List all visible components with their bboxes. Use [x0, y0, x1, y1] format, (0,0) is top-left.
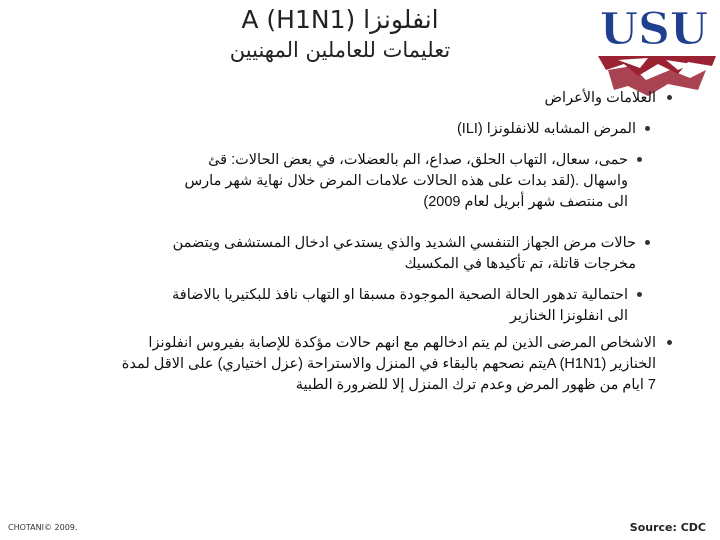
ili-line — [22, 119, 682, 140]
svg-text:USU: USU — [599, 4, 709, 55]
bullet-icon — [645, 126, 650, 131]
bullet-icon — [637, 157, 642, 162]
slide-content — [22, 88, 682, 396]
isolation-text-2: الخنازير A (H1N1)يتم نصحهم بالبقاء في المنزل والاستراحة (عزل اختياري) على الاقل لمدة — [121, 356, 656, 372]
symptoms-line-1 — [22, 150, 682, 171]
signs-heading: العلامات والأعراض — [544, 90, 656, 106]
title-line-1: انفلونزا A (H1N1) — [241, 5, 439, 34]
respiratory-line-1 — [22, 233, 682, 254]
isolation-line-3 — [22, 375, 682, 396]
symptoms-line-2 — [22, 171, 682, 192]
isolation-text-1: الاشخاص المرضى الذين لم يتم ادخالهم مع انهم حالات مؤكدة للإصابة بفيروس انفلونزا — [148, 335, 656, 351]
ili-label: المرض المشابه للانفلونزا (ILI) — [456, 121, 636, 137]
symptoms-text-1: حمى، سعال، التهاب الحلق، صداع، الم بالعضلات، في بعض الحالات: قئ — [208, 152, 628, 168]
respiratory-text-2: مخرجات قاتلة، تم تأكيدها في المكسيك — [404, 256, 636, 272]
symptoms-text-3: الى منتصف شهر أبريل لعام 2009) — [423, 194, 628, 210]
isolation-text-3: 7 ايام من ظهور المرض وعدم ترك المنزل إلا للضرورة الطبية — [295, 377, 656, 393]
title-line-2: تعليمات للعاملين المهنيين — [229, 38, 451, 62]
usu-logo — [588, 0, 720, 100]
isolation-line-1 — [22, 333, 682, 354]
bullet-icon — [667, 95, 672, 100]
deterioration-line-2 — [22, 306, 682, 327]
bullet-icon — [667, 340, 672, 345]
heading-line — [22, 88, 682, 109]
respiratory-line-2 — [22, 254, 682, 275]
deterioration-text-1: احتمالية تدهور الحالة الصحية الموجودة مسبقا او التهاب نافذ للبكتيريا بالاضافة — [172, 287, 628, 303]
deterioration-text-2: الى انفلونزا الخنازير — [510, 308, 628, 324]
copyright-text: CHOTANI© 2009. — [8, 523, 78, 532]
isolation-line-2 — [22, 354, 682, 375]
deterioration-line-1 — [22, 285, 682, 306]
bullet-icon — [645, 240, 650, 245]
respiratory-text-1: حالات مرض الجهاز التنفسي الشديد والذي يستدعي ادخال المستشفى ويتضمن — [172, 235, 636, 251]
symptoms-line-3 — [22, 192, 682, 213]
symptoms-text-2: واسهال .(لقد بدات على هذه الحالات علامات المرض خلال نهاية شهر مارس — [184, 173, 628, 189]
bullet-icon — [637, 292, 642, 297]
source-text: Source: CDC — [629, 521, 706, 534]
